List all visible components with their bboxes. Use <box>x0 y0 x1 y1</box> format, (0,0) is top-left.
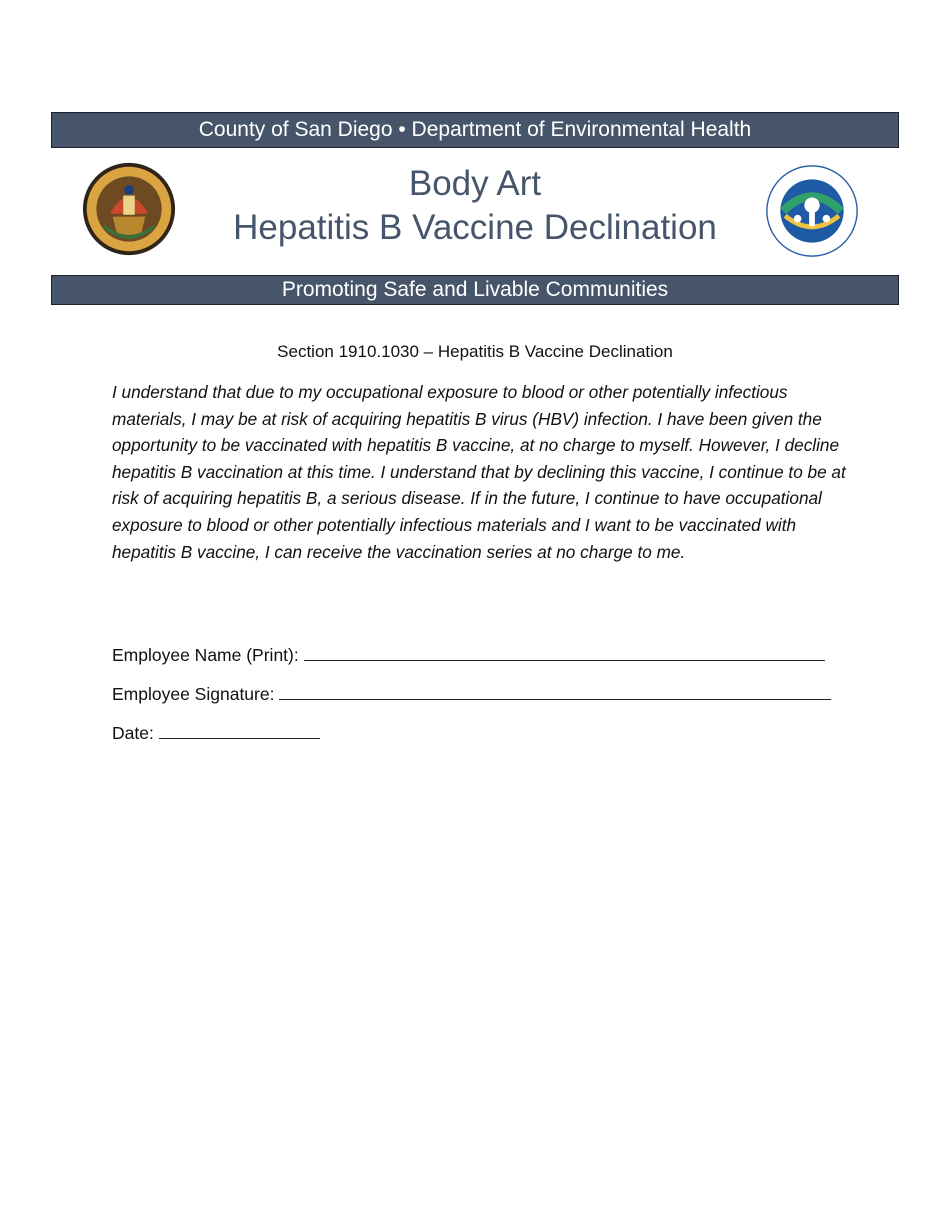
date-label: Date: <box>112 723 154 743</box>
title-line-2: Hepatitis B Vaccine Declination <box>233 208 717 247</box>
tagline-text: Promoting Safe and Livable Communities <box>281 278 669 301</box>
employee-signature-label: Employee Signature: <box>112 684 275 704</box>
document-title <box>190 162 760 250</box>
employee-name-label: Employee Name (Print): <box>112 645 299 665</box>
county-seal-logo <box>81 161 177 257</box>
date-field <box>112 721 320 745</box>
declaration-paragraph: I understand that due to my occupational exposure to blood or other potentially infectious materials, I may be at risk of acquiring hepatitis B virus (HBV) infection. I have been given the opportunity to be vaccinated with hepatitis B vaccine, at no charge to myself. However, I decline hepatitis B vaccination at this time. I understand that by declining this vaccine, I continue to be at risk of acquiring hepatitis B, a serious disease. If in the future, I continue to have occupational exposure to blood or other potentially infectious materials and I want to be vaccinated with hepatitis B vaccine, I can receive the vaccination series at no charge to me. <box>112 382 846 562</box>
employee-signature-line[interactable] <box>279 682 831 700</box>
employee-signature-field <box>112 682 831 706</box>
title-line-1: Body Art <box>408 164 542 203</box>
date-line[interactable] <box>159 721 320 739</box>
employee-name-field <box>112 643 825 667</box>
environmental-health-seal-logo <box>764 163 860 259</box>
employee-name-line[interactable] <box>304 643 825 661</box>
department-banner-text: County of San Diego • Department of Environmental Health <box>198 118 752 141</box>
tagline-banner <box>51 275 899 305</box>
section-heading: Section 1910.1030 – Hepatitis B Vaccine Declination <box>277 342 673 361</box>
department-banner <box>51 112 899 148</box>
